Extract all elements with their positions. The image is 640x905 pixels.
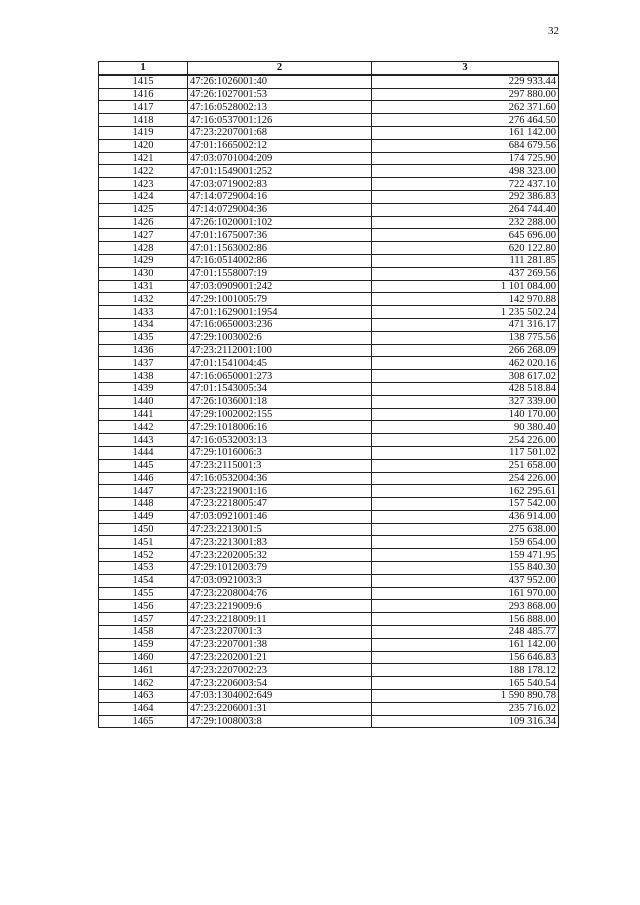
table-row: [99, 408, 559, 421]
cadastral-number-cell: 47:23:2207001:38: [188, 638, 372, 651]
row-index-cell: 1435: [99, 331, 188, 344]
cadastral-number-cell: 47:23:2208004:76: [188, 587, 372, 600]
row-index-cell: 1451: [99, 536, 188, 549]
cadastral-value-cell: 684 679.56: [372, 139, 559, 152]
row-index-cell: 1423: [99, 178, 188, 191]
table-row: [99, 254, 559, 267]
row-index-cell: 1452: [99, 549, 188, 562]
table-row: [99, 88, 559, 101]
cadastral-number-cell: 47:14:0729004:16: [188, 190, 372, 203]
table-row: [99, 382, 559, 395]
table-row: [99, 280, 559, 293]
table-row: [99, 421, 559, 434]
row-index-cell: 1428: [99, 242, 188, 255]
cadastral-number-cell: 47:23:2202005:32: [188, 549, 372, 562]
cadastral-number-cell: 47:16:0537001:126: [188, 114, 372, 127]
row-index-cell: 1433: [99, 306, 188, 319]
row-index-cell: 1463: [99, 690, 188, 703]
cadastral-number-cell: 47:23:2207001:3: [188, 626, 372, 639]
row-index-cell: 1441: [99, 408, 188, 421]
row-index-cell: 1444: [99, 446, 188, 459]
row-index-cell: 1461: [99, 664, 188, 677]
cadastral-number-cell: 47:29:1008003:8: [188, 715, 372, 728]
cadastral-value-cell: 1 101 084.00: [372, 280, 559, 293]
cadastral-number-cell: 47:01:1675007:36: [188, 229, 372, 242]
cadastral-number-cell: 47:01:1665002:12: [188, 139, 372, 152]
cadastral-number-cell: 47:01:1563002:86: [188, 242, 372, 255]
row-index-cell: 1443: [99, 434, 188, 447]
row-index-cell: 1425: [99, 203, 188, 216]
row-index-cell: 1454: [99, 574, 188, 587]
cadastral-value-cell: 117 501.02: [372, 446, 559, 459]
table-row: [99, 318, 559, 331]
cadastral-value-cell: 156 646.83: [372, 651, 559, 664]
cadastral-value-cell: 264 744.40: [372, 203, 559, 216]
cadastral-number-cell: 47:16:0532003:13: [188, 434, 372, 447]
cadastral-value-cell: 266 268.09: [372, 344, 559, 357]
row-index-cell: 1426: [99, 216, 188, 229]
row-index-cell: 1438: [99, 370, 188, 383]
row-index-cell: 1431: [99, 280, 188, 293]
cadastral-value-cell: 620 122.80: [372, 242, 559, 255]
table-row: [99, 216, 559, 229]
table-row: [99, 651, 559, 664]
row-index-cell: 1424: [99, 190, 188, 203]
column-header-index: 1: [99, 62, 188, 75]
cadastral-value-cell: 436 914.00: [372, 510, 559, 523]
table-row: [99, 370, 559, 383]
table-header-row: [99, 62, 559, 75]
cadastral-value-cell: 292 386.83: [372, 190, 559, 203]
row-index-cell: 1420: [99, 139, 188, 152]
table-row: [99, 75, 559, 88]
cadastral-value-cell: 1 235 502.24: [372, 306, 559, 319]
cadastral-number-cell: 47:01:1558007:19: [188, 267, 372, 280]
cadastral-value-cell: 248 485.77: [372, 626, 559, 639]
row-index-cell: 1440: [99, 395, 188, 408]
row-index-cell: 1430: [99, 267, 188, 280]
row-index-cell: 1462: [99, 677, 188, 690]
row-index-cell: 1419: [99, 126, 188, 139]
cadastral-value-cell: 722 437.10: [372, 178, 559, 191]
row-index-cell: 1449: [99, 510, 188, 523]
cadastral-number-cell: 47:29:1002002:155: [188, 408, 372, 421]
cadastral-value-cell: 159 654.00: [372, 536, 559, 549]
cadastral-value-cell: 232 288.00: [372, 216, 559, 229]
table-row: [99, 434, 559, 447]
cadastral-value-cell: 111 281.85: [372, 254, 559, 267]
cadastral-value-cell: 90 380.40: [372, 421, 559, 434]
cadastral-number-cell: 47:23:2213001:83: [188, 536, 372, 549]
table-row: [99, 306, 559, 319]
cadastral-number-cell: 47:23:2206003:54: [188, 677, 372, 690]
cadastral-number-cell: 47:01:1629001:1954: [188, 306, 372, 319]
cadastral-number-cell: 47:03:1304002:649: [188, 690, 372, 703]
cadastral-value-cell: 109 316.34: [372, 715, 559, 728]
row-index-cell: 1458: [99, 626, 188, 639]
table-row: [99, 242, 559, 255]
table-row: [99, 190, 559, 203]
row-index-cell: 1434: [99, 318, 188, 331]
cadastral-number-cell: 47:23:2213001:5: [188, 523, 372, 536]
table-row: [99, 126, 559, 139]
table-row: [99, 574, 559, 587]
table-row: [99, 357, 559, 370]
cadastral-value-cell: 161 142.00: [372, 126, 559, 139]
cadastral-value-cell: 462 020.16: [372, 357, 559, 370]
table-row: [99, 690, 559, 703]
cadastral-value-cell: 161 142.00: [372, 638, 559, 651]
cadastral-value-cell: 155 840.30: [372, 562, 559, 575]
cadastral-value-cell: 229 933.44: [372, 75, 559, 88]
row-index-cell: 1427: [99, 229, 188, 242]
cadastral-number-cell: 47:01:1541004:45: [188, 357, 372, 370]
table-row: [99, 152, 559, 165]
cadastral-number-cell: 47:23:2112001:100: [188, 344, 372, 357]
cadastral-value-cell: 498 323.00: [372, 165, 559, 178]
cadastral-value-cell: 645 696.00: [372, 229, 559, 242]
table-row: [99, 101, 559, 114]
cadastral-value-cell: 161 970.00: [372, 587, 559, 600]
cadastral-number-cell: 47:26:1026001:40: [188, 75, 372, 88]
cadastral-value-cell: 159 471.95: [372, 549, 559, 562]
cadastral-number-cell: 47:23:2202001:21: [188, 651, 372, 664]
cadastral-value-cell: 254 226.00: [372, 472, 559, 485]
row-index-cell: 1446: [99, 472, 188, 485]
row-index-cell: 1442: [99, 421, 188, 434]
cadastral-number-cell: 47:01:1543005:34: [188, 382, 372, 395]
cadastral-number-cell: 47:16:0514002:86: [188, 254, 372, 267]
cadastral-value-cell: 428 518.84: [372, 382, 559, 395]
table-row: [99, 229, 559, 242]
cadastral-number-cell: 47:29:1012003:79: [188, 562, 372, 575]
cadastral-number-cell: 47:03:0921003:3: [188, 574, 372, 587]
cadastral-value-cell: 162 295.61: [372, 485, 559, 498]
row-index-cell: 1422: [99, 165, 188, 178]
cadastral-number-cell: 47:29:1001005:79: [188, 293, 372, 306]
cadastral-number-cell: 47:16:0650001:273: [188, 370, 372, 383]
table-body: [99, 75, 559, 728]
cadastral-value-cell: 276 464.50: [372, 114, 559, 127]
cadastral-number-cell: 47:03:0921001:46: [188, 510, 372, 523]
cadastral-number-cell: 47:23:2219009:6: [188, 600, 372, 613]
table-row: [99, 203, 559, 216]
cadastral-value-cell: 188 178.12: [372, 664, 559, 677]
cadastral-number-cell: 47:29:1003002:6: [188, 331, 372, 344]
row-index-cell: 1415: [99, 75, 188, 88]
cadastral-value-cell: 174 725.90: [372, 152, 559, 165]
cadastral-value-cell: 297 880.00: [372, 88, 559, 101]
table-row: [99, 510, 559, 523]
cadastral-number-cell: 47:16:0532004:36: [188, 472, 372, 485]
table-row: [99, 536, 559, 549]
table-row: [99, 139, 559, 152]
cadastral-value-cell: 138 775.56: [372, 331, 559, 344]
row-index-cell: 1465: [99, 715, 188, 728]
table-row: [99, 638, 559, 651]
row-index-cell: 1460: [99, 651, 188, 664]
table-row: [99, 485, 559, 498]
cadastral-number-cell: 47:03:0701004:209: [188, 152, 372, 165]
table-row: [99, 587, 559, 600]
cadastral-value-cell: 235 716.02: [372, 702, 559, 715]
cadastral-number-cell: 47:16:0650003:236: [188, 318, 372, 331]
table-header: [99, 62, 559, 75]
cadastral-value-cell: 437 952.00: [372, 574, 559, 587]
row-index-cell: 1459: [99, 638, 188, 651]
cadastral-number-cell: 47:14:0729004:36: [188, 203, 372, 216]
table-row: [99, 267, 559, 280]
row-index-cell: 1448: [99, 498, 188, 511]
cadastral-number-cell: 47:23:2207002:23: [188, 664, 372, 677]
cadastral-number-cell: 47:26:1036001:18: [188, 395, 372, 408]
page-number: 32: [548, 25, 559, 37]
table-row: [99, 114, 559, 127]
cadastral-value-cell: 471 316.17: [372, 318, 559, 331]
row-index-cell: 1421: [99, 152, 188, 165]
cadastral-value-cell: 293 868.00: [372, 600, 559, 613]
table-row: [99, 523, 559, 536]
row-index-cell: 1417: [99, 101, 188, 114]
cadastral-number-cell: 47:29:1018006:16: [188, 421, 372, 434]
cadastral-number-cell: 47:23:2115001:3: [188, 459, 372, 472]
cadastral-value-cell: 254 226.00: [372, 434, 559, 447]
table-row: [99, 613, 559, 626]
table-row: [99, 498, 559, 511]
row-index-cell: 1416: [99, 88, 188, 101]
row-index-cell: 1450: [99, 523, 188, 536]
row-index-cell: 1418: [99, 114, 188, 127]
cadastral-number-cell: 47:23:2218009:11: [188, 613, 372, 626]
table-row: [99, 178, 559, 191]
column-header-cadastral-number: 2: [188, 62, 372, 75]
cadastral-value-cell: 308 617.02: [372, 370, 559, 383]
cadastral-value-cell: 327 339.00: [372, 395, 559, 408]
cadastral-value-cell: 156 888.00: [372, 613, 559, 626]
row-index-cell: 1456: [99, 600, 188, 613]
cadastral-number-cell: 47:03:0909001:242: [188, 280, 372, 293]
row-index-cell: 1432: [99, 293, 188, 306]
row-index-cell: 1436: [99, 344, 188, 357]
table-row: [99, 344, 559, 357]
table-row: [99, 472, 559, 485]
cadastral-value-cell: 251 658.00: [372, 459, 559, 472]
row-index-cell: 1447: [99, 485, 188, 498]
table-row: [99, 715, 559, 728]
table-row: [99, 626, 559, 639]
table-row: [99, 562, 559, 575]
table-row: [99, 702, 559, 715]
cadastral-value-cell: 165 540.54: [372, 677, 559, 690]
cadastral-number-cell: 47:26:1020001:102: [188, 216, 372, 229]
table-row: [99, 293, 559, 306]
cadastral-value-cell: 262 371.60: [372, 101, 559, 114]
cadastral-number-cell: 47:01:1549001:252: [188, 165, 372, 178]
row-index-cell: 1455: [99, 587, 188, 600]
cadastral-number-cell: 47:23:2207001:68: [188, 126, 372, 139]
cadastral-value-cell: 275 638.00: [372, 523, 559, 536]
cadastral-value-table: [98, 61, 559, 728]
table-row: [99, 664, 559, 677]
row-index-cell: 1457: [99, 613, 188, 626]
cadastral-number-cell: 47:23:2218005:47: [188, 498, 372, 511]
row-index-cell: 1445: [99, 459, 188, 472]
row-index-cell: 1464: [99, 702, 188, 715]
table-row: [99, 165, 559, 178]
cadastral-number-cell: 47:29:1016006:3: [188, 446, 372, 459]
table-row: [99, 331, 559, 344]
cadastral-value-cell: 157 542.00: [372, 498, 559, 511]
cadastral-number-cell: 47:03:0719002:83: [188, 178, 372, 191]
cadastral-value-cell: 1 590 890.78: [372, 690, 559, 703]
cadastral-number-cell: 47:23:2206001:31: [188, 702, 372, 715]
table-row: [99, 459, 559, 472]
cadastral-value-cell: 140 170.00: [372, 408, 559, 421]
cadastral-number-cell: 47:26:1027001:53: [188, 88, 372, 101]
cadastral-value-cell: 142 970.88: [372, 293, 559, 306]
table-row: [99, 549, 559, 562]
column-header-value: 3: [372, 62, 559, 75]
table-row: [99, 395, 559, 408]
row-index-cell: 1437: [99, 357, 188, 370]
table-row: [99, 600, 559, 613]
table-row: [99, 446, 559, 459]
row-index-cell: 1439: [99, 382, 188, 395]
row-index-cell: 1429: [99, 254, 188, 267]
cadastral-number-cell: 47:16:0528002:13: [188, 101, 372, 114]
row-index-cell: 1453: [99, 562, 188, 575]
cadastral-value-cell: 437 269.56: [372, 267, 559, 280]
table-row: [99, 677, 559, 690]
cadastral-number-cell: 47:23:2219001:16: [188, 485, 372, 498]
